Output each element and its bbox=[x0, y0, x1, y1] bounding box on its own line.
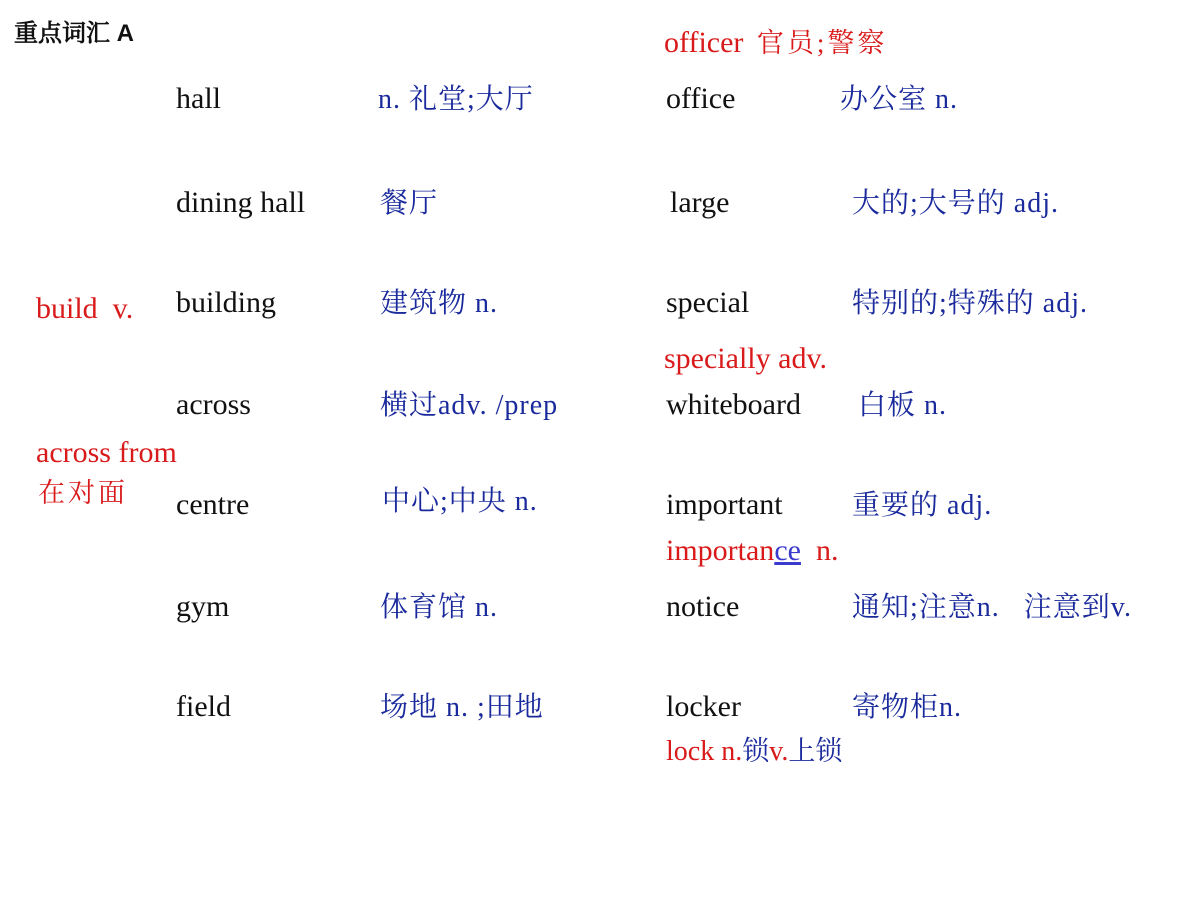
vocab-def-important: 重要的 adj. bbox=[852, 490, 993, 521]
note-importance bbox=[666, 536, 838, 566]
note-across-from-cn: 在对面 bbox=[38, 478, 128, 508]
note-importance-pos: n. bbox=[800, 534, 839, 567]
vocab-word-across: across bbox=[176, 388, 251, 421]
page-title: 重点词汇 A bbox=[14, 20, 134, 47]
note-lock-noun: lock n. bbox=[666, 736, 743, 767]
note-across-from: across from bbox=[36, 436, 177, 469]
vocab-word-locker: locker bbox=[666, 690, 741, 723]
note-lock-cn1: 锁 bbox=[742, 736, 770, 767]
vocab-word-whiteboard: whiteboard bbox=[666, 388, 801, 421]
vocab-def-field: 场地 n. ;田地 bbox=[380, 692, 544, 723]
vocab-def-across: 横过adv. /prep bbox=[380, 390, 559, 421]
vocab-word-office: office bbox=[666, 82, 736, 115]
vocab-def-large: 大的;大号的 adj. bbox=[852, 188, 1059, 219]
note-specially: specially adv. bbox=[664, 342, 827, 375]
note-officer-en: officer bbox=[664, 26, 744, 59]
note-officer-cn: 官员;警察 bbox=[756, 28, 888, 58]
note-lock-verb: v. bbox=[769, 736, 789, 767]
note-officer bbox=[664, 28, 887, 58]
vocab-word-important: important bbox=[666, 488, 783, 521]
note-importance-suffix: ce bbox=[774, 534, 801, 567]
vocab-word-large: large bbox=[670, 186, 730, 219]
vocab-word-field: field bbox=[176, 690, 231, 723]
note-importance-root: importan bbox=[666, 534, 775, 567]
vocab-word-centre: centre bbox=[176, 488, 250, 521]
vocab-def-office: 办公室 n. bbox=[840, 84, 959, 115]
vocab-def-whiteboard: 白板 n. bbox=[858, 390, 948, 421]
vocab-def-centre: 中心;中央 n. bbox=[382, 486, 538, 517]
vocab-word-special: special bbox=[666, 286, 750, 319]
vocab-def-gym: 体育馆 n. bbox=[380, 592, 499, 623]
vocab-word-gym: gym bbox=[176, 590, 230, 623]
vocab-def-notice: 通知;注意n. 注意到v. bbox=[852, 592, 1132, 623]
note-lock bbox=[666, 738, 842, 766]
vocab-def-building: 建筑物 n. bbox=[380, 288, 499, 319]
vocab-word-hall: hall bbox=[176, 82, 221, 115]
vocab-word-dining-hall: dining hall bbox=[176, 186, 306, 219]
vocab-def-hall: n. 礼堂;大厅 bbox=[378, 84, 534, 115]
vocab-word-building: building bbox=[176, 286, 277, 319]
note-build: build v. bbox=[36, 292, 134, 325]
vocab-def-special: 特别的;特殊的 adj. bbox=[852, 288, 1088, 319]
note-lock-cn2: 上锁 bbox=[788, 736, 843, 767]
vocab-def-locker: 寄物柜n. bbox=[852, 692, 963, 723]
vocab-word-notice: notice bbox=[666, 590, 740, 623]
vocab-def-dining-hall: 餐厅 bbox=[380, 188, 439, 219]
